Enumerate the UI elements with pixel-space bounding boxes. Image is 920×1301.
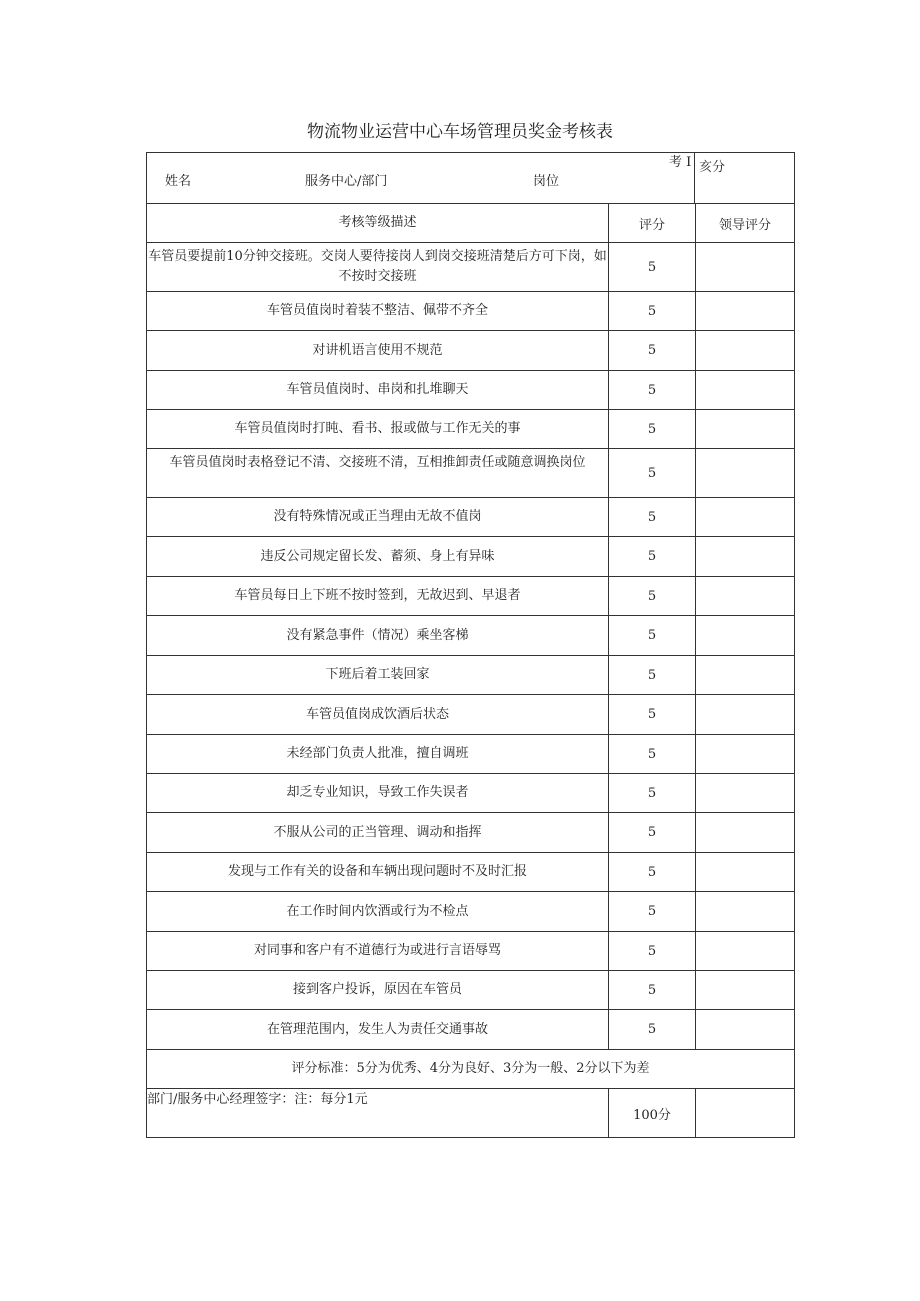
item-desc: 违反公司规定留长发、蓄须、身上有异味 bbox=[260, 548, 495, 564]
table-row bbox=[147, 695, 794, 734]
form-title: 物流物业运营中心车场管理员奖金考核表 bbox=[307, 122, 613, 142]
item-score: 5 bbox=[647, 465, 657, 481]
department-label: 服务中心/部门 bbox=[305, 174, 388, 189]
manager-sign-label: 部门/服务中心经理签字：注：每分1元 bbox=[147, 1092, 368, 1107]
item-desc: 却乏专业知识，导致工作失误者 bbox=[286, 785, 469, 800]
column-header-row bbox=[147, 204, 794, 242]
item-score: 5 bbox=[647, 509, 657, 525]
item-score: 5 bbox=[647, 785, 657, 801]
item-desc: 下班后着工装回家 bbox=[325, 667, 430, 682]
item-score: 5 bbox=[647, 549, 657, 564]
header-divider bbox=[694, 153, 695, 203]
item-desc: 车管员值岗时、串岗和扎堆聊天 bbox=[286, 382, 469, 397]
item-desc: 没有紧急事件（情况）乘坐客梯 bbox=[286, 627, 469, 643]
table-row bbox=[147, 243, 794, 291]
scoring-standard: 评分标准：5分为优秀、4分为良好、3分为一般、2分以下为差 bbox=[291, 1061, 650, 1076]
table-row bbox=[147, 932, 794, 970]
item-desc: 车管员值岗时表格登记不清、交接班不清，互相推卸责任或随意调换岗位 bbox=[169, 455, 586, 470]
item-desc: 对同事和客户有不道德行为或进行言语辱骂 bbox=[253, 943, 501, 958]
table-row bbox=[147, 410, 794, 448]
table-row bbox=[147, 735, 794, 773]
item-desc: 接到客户投诉，原因在车管员 bbox=[292, 982, 462, 997]
table-row bbox=[147, 774, 794, 812]
table-row bbox=[147, 892, 794, 931]
table-row bbox=[147, 971, 794, 1009]
item-score: 5 bbox=[647, 1022, 657, 1037]
exam-score-label-b: 亥分 bbox=[699, 160, 726, 175]
item-desc: 对讲机语言使用不规范 bbox=[312, 342, 443, 358]
table-row bbox=[147, 292, 794, 330]
item-desc: 车管员要提前10分钟交接班。交岗人要待接岗人到岗交接班清楚后方可下岗，如不按时交接班 bbox=[148, 249, 607, 284]
item-score: 5 bbox=[647, 825, 657, 840]
item-desc: 未经部门负责人批准，擅自调班 bbox=[286, 746, 469, 761]
table-row bbox=[147, 498, 794, 536]
item-desc: 车管员值岗成饮酒后状态 bbox=[305, 706, 449, 722]
item-desc: 在工作时间内饮酒或行为不检点 bbox=[286, 903, 469, 919]
item-score: 5 bbox=[647, 943, 657, 959]
column-divider bbox=[608, 204, 609, 1049]
table-row bbox=[147, 1010, 794, 1049]
table-row bbox=[147, 853, 794, 891]
column-header-leader: 领导评分 bbox=[718, 217, 771, 233]
total-score: 100分 bbox=[633, 1107, 671, 1123]
item-score: 5 bbox=[647, 982, 657, 998]
item-score: 5 bbox=[647, 382, 657, 398]
item-score: 5 bbox=[647, 628, 657, 643]
name-label: 姓名 bbox=[165, 174, 192, 189]
item-score: 5 bbox=[647, 746, 657, 762]
item-score: 5 bbox=[647, 343, 657, 358]
item-desc: 不服从公司的正当管理、调动和指挥 bbox=[273, 824, 482, 840]
item-desc: 在管理范围内，发生人为责任交通事故 bbox=[266, 1021, 488, 1037]
item-score: 5 bbox=[647, 864, 657, 880]
table-row bbox=[147, 616, 794, 655]
table-row bbox=[147, 656, 794, 694]
table-row bbox=[147, 449, 794, 497]
item-score: 5 bbox=[647, 588, 657, 604]
table-row bbox=[147, 813, 794, 852]
item-desc: 车管员每日上下班不按时签到，无故迟到、早退者 bbox=[234, 588, 521, 603]
item-desc: 发现与工作有关的设备和车辆出现问题时不及时汇报 bbox=[227, 864, 527, 879]
table-row bbox=[147, 371, 794, 409]
item-desc: 没有特殊情况或正当理由无故不值岗 bbox=[273, 509, 482, 524]
column-divider bbox=[608, 1089, 609, 1137]
column-header-score: 评分 bbox=[638, 217, 665, 233]
table-row bbox=[147, 331, 794, 370]
column-divider bbox=[695, 204, 696, 1049]
assessment-table bbox=[146, 152, 795, 1138]
exam-score-label-a: 考 I bbox=[669, 155, 692, 170]
item-desc: 车管员值岗时打盹、看书、报或做与工作无关的事 bbox=[234, 421, 521, 436]
standard-row bbox=[147, 1050, 794, 1088]
footer-row bbox=[147, 1089, 794, 1137]
item-score: 5 bbox=[647, 303, 657, 319]
item-score: 5 bbox=[647, 904, 657, 919]
item-score: 5 bbox=[647, 667, 657, 683]
post-label: 岗位 bbox=[533, 174, 560, 189]
table-row bbox=[147, 577, 794, 615]
column-header-desc: 考核等级描述 bbox=[338, 215, 417, 230]
item-desc: 车管员值岗时着装不整洁、佩带不齐全 bbox=[266, 303, 488, 318]
column-divider bbox=[695, 1089, 696, 1137]
item-score: 5 bbox=[647, 707, 657, 722]
item-score: 5 bbox=[647, 259, 657, 275]
item-score: 5 bbox=[647, 421, 657, 437]
table-row bbox=[147, 537, 794, 576]
